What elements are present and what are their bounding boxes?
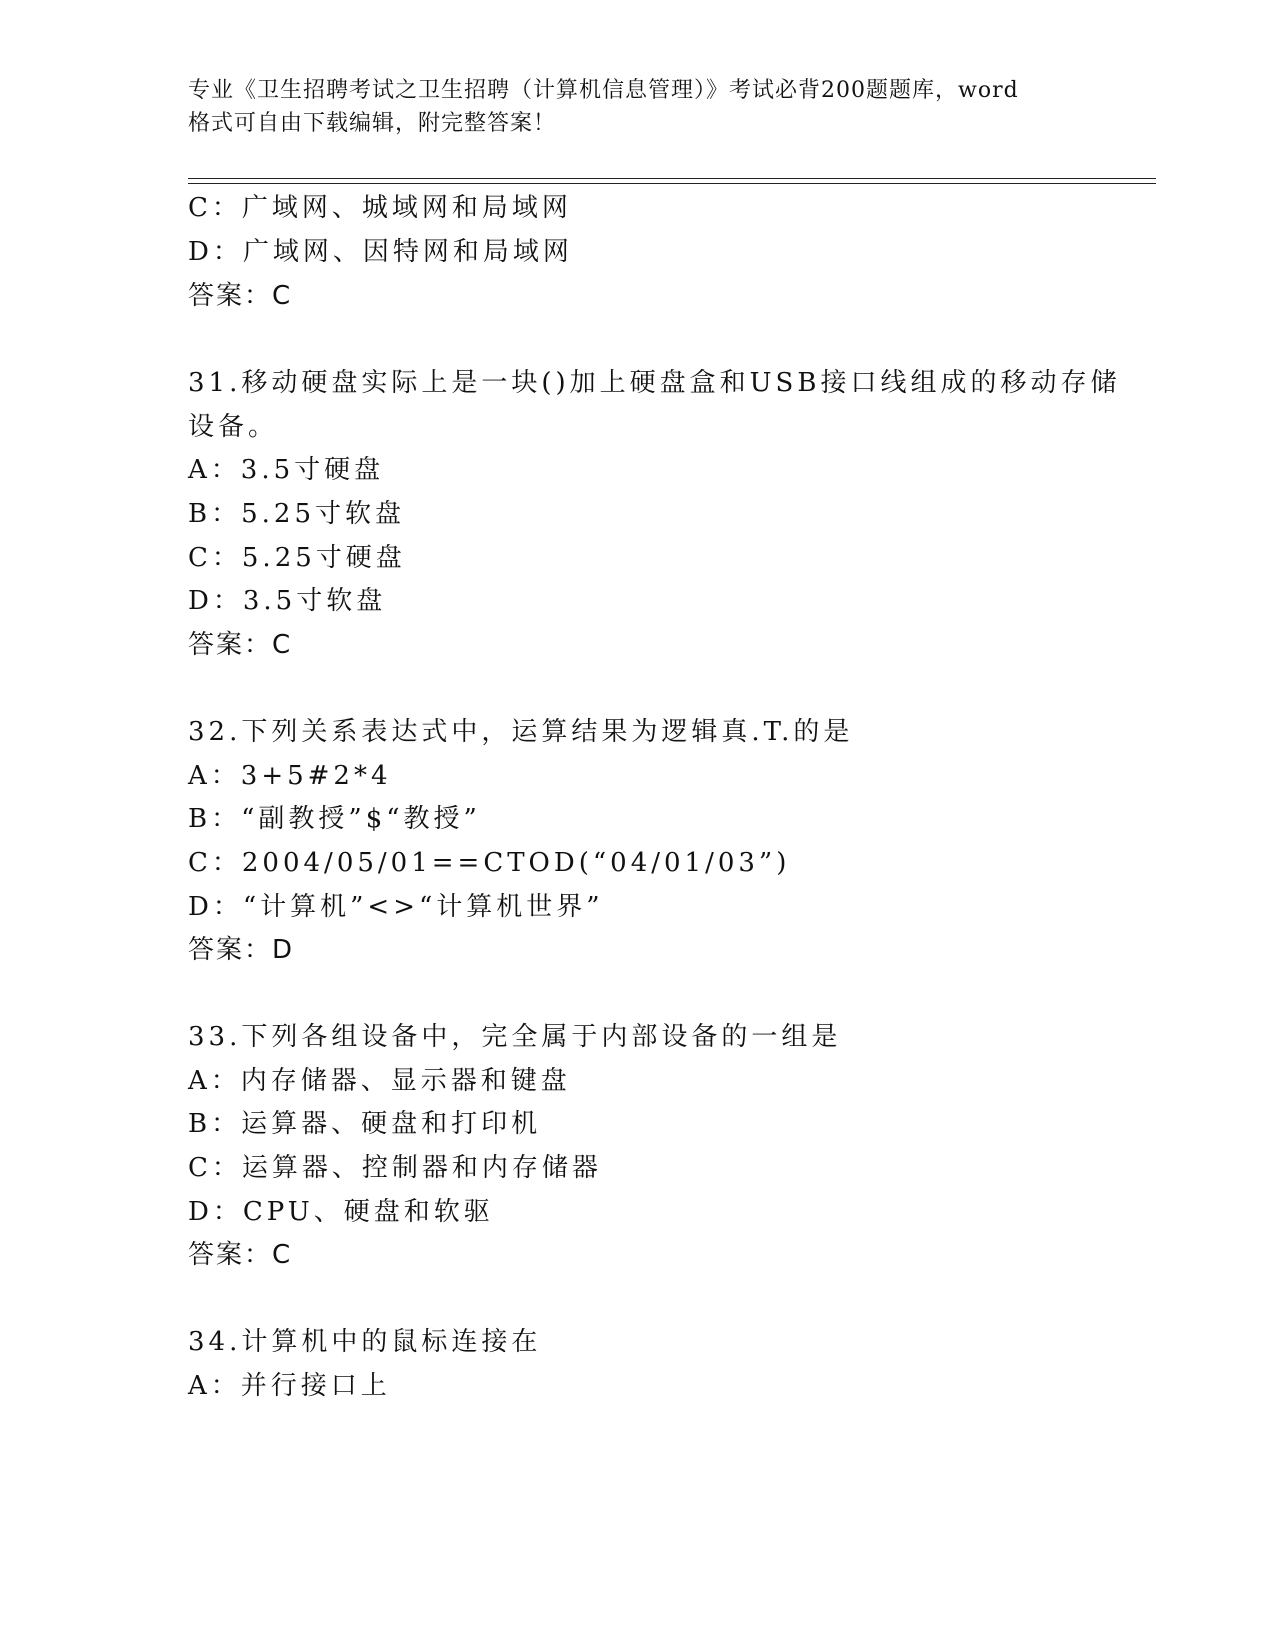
option-c: C：运算器、控制器和内存储器	[188, 1153, 602, 1183]
option-b: B：运算器、硬盘和打印机	[188, 1109, 542, 1139]
question-31-text-cont: 设备。	[188, 412, 279, 442]
question-34-text: 34.计算机中的鼠标连接在	[188, 1327, 542, 1357]
option-d: D：“计算机”<>“计算机世界”	[188, 892, 604, 922]
option-a: A：并行接口上	[188, 1371, 391, 1401]
answer: 答案：D	[188, 935, 295, 965]
option-a: A：内存储器、显示器和键盘	[188, 1066, 571, 1096]
option-d: D：CPU、硬盘和软驱	[188, 1197, 494, 1227]
answer: 答案：C	[188, 1240, 293, 1270]
option-d: D：广域网、因特网和局域网	[188, 237, 573, 267]
option-c: C：2004/05/01==CTOD(“04/01/03”)	[188, 848, 791, 878]
question-33-text: 33.下列各组设备中，完全属于内部设备的一组是	[188, 1022, 842, 1052]
option-d: D：3.5寸软盘	[188, 586, 387, 616]
answer: 答案：C	[188, 281, 293, 311]
option-c: C：广域网、城域网和局域网	[188, 193, 572, 223]
option-a: A：3+5#2*4	[188, 761, 392, 791]
header-divider-bottom	[188, 183, 1156, 184]
option-c: C：5.25寸硬盘	[188, 543, 406, 573]
answer: 答案：C	[188, 630, 293, 660]
question-31-text: 31.移动硬盘实际上是一块()加上硬盘盒和USB接口线组成的移动存储	[188, 368, 1121, 398]
option-b: B：5.25寸软盘	[188, 499, 405, 529]
option-b: B：“副教授”$“教授”	[188, 804, 481, 834]
header-line-2: 格式可自由下载编辑，附完整答案！	[188, 111, 557, 136]
header-divider-top	[188, 178, 1156, 179]
option-a: A：3.5寸硬盘	[188, 455, 385, 485]
question-32-text: 32.下列关系表达式中，运算结果为逻辑真.T.的是	[188, 717, 854, 747]
page-header	[188, 74, 1088, 140]
header-line-1: 专业《卫生招聘考试之卫生招聘（计算机信息管理）》考试必背200题题库，word	[188, 78, 1019, 103]
